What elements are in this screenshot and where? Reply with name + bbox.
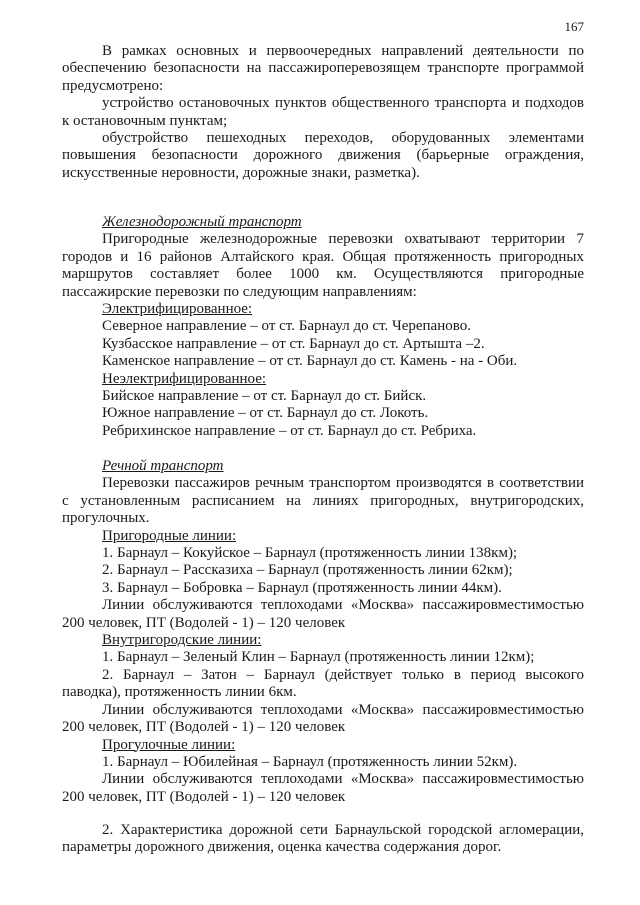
rail-direction-item: Кузбасское направление – от ст. Барнаул до ст. Артышта –2. xyxy=(102,335,485,352)
non-electrified-heading: Неэлектрифицированное: xyxy=(102,370,267,387)
rail-section xyxy=(62,214,584,440)
river-section-title: Речной транспорт xyxy=(102,458,224,474)
suburban-lines-heading: Пригородные линии: xyxy=(102,527,237,544)
leisure-service-note: Линии обслуживаются теплоходами «Москва» пассажировместимостью 200 человек, ПТ (Водолей - 1) – 120 человек xyxy=(62,771,584,805)
rail-section-title: Железнодорожный транспорт xyxy=(102,214,302,230)
intro-paragraph: В рамках основных и первоочередных направлений деятельности по обеспечению безопасности на пассажироперевозящем транспорте программой предусмотрено: xyxy=(62,43,584,94)
section-2 xyxy=(62,822,584,857)
rail-direction-item: Северное направление – от ст. Барнаул до ст. Черепаново. xyxy=(102,318,471,335)
rail-paragraph: Пригородные железнодорожные перевозки охватывают территории 7 городов и 16 районов Алтайского края. Общая протяженность пригородных маршрутов составляет более 1000 км. Осуществляются пригородные пассажирские перевозки по следующим направлениям: xyxy=(62,231,584,300)
river-line-item: 2. Барнаул – Затон – Барнаул (действует только в период высокого паводка), протяженность линии 6км. xyxy=(62,666,584,701)
suburban-service-note: Линии обслуживаются теплоходами «Москва» пассажировместимостью 200 человек, ПТ (Водолей - 1) – 120 человек xyxy=(62,597,584,631)
river-line-item: 1. Барнаул – Зеленый Клин – Барнаул (протяженность линии 12км); xyxy=(102,649,535,666)
leisure-lines-heading: Прогулочные линии: xyxy=(102,736,236,753)
rail-direction-item: Бийское направление – от ст. Барнаул до ст. Бийск. xyxy=(102,388,427,405)
river-paragraph: Перевозки пассажиров речным транспортом производятся в соответствии с установленным расписанием на линиях пригородных, внутригородских, прогулочных. xyxy=(62,475,584,527)
section-2-heading: 2. Характеристика дорожной сети Барнаульской городской агломерации, параметры дорожного движения, оценка качества содержания дорог. xyxy=(62,822,584,856)
river-line-item: 2. Барнаул – Рассказиха – Барнаул (протяженность линии 62км); xyxy=(102,562,513,579)
rail-direction-item: Южное направление – от ст. Барнаул до ст. Локоть. xyxy=(102,405,429,422)
river-line-item: 1. Барнаул – Юбилейная – Барнаул (протяженность линии 52км). xyxy=(102,753,518,770)
intro-section xyxy=(62,43,584,182)
rail-direction-item: Ребрихинское направление – от ст. Барнаул до ст. Ребриха. xyxy=(102,422,477,439)
intro-item-crossings: обустройство пешеходных переходов, оборудованных элементами повышения безопасности дорожного движения (барьерные ограждения, искусственные неровности, дорожные знаки, разметка). xyxy=(62,130,584,181)
electrified-heading: Электрифицированное: xyxy=(102,301,253,318)
city-service-note: Линии обслуживаются теплоходами «Москва» пассажировместимостью 200 человек, ПТ (Водолей - 1) – 120 человек xyxy=(62,701,584,736)
river-line-item: 3. Барнаул – Бобровка – Барнаул (протяженность линии 44км). xyxy=(102,579,502,596)
river-line-item: 1. Барнаул – Кокуйское – Барнаул (протяженность линии 138км); xyxy=(102,545,518,562)
city-lines-heading: Внутригородские линии: xyxy=(102,632,262,649)
river-section xyxy=(62,458,584,806)
page-number: 167 xyxy=(564,19,584,34)
intro-item-stops: устройство остановочных пунктов общественного транспорта и подходов к остановочным пунктам; xyxy=(62,95,584,129)
rail-direction-item: Каменское направление – от ст. Барнаул до ст. Камень - на - Оби. xyxy=(102,353,518,370)
